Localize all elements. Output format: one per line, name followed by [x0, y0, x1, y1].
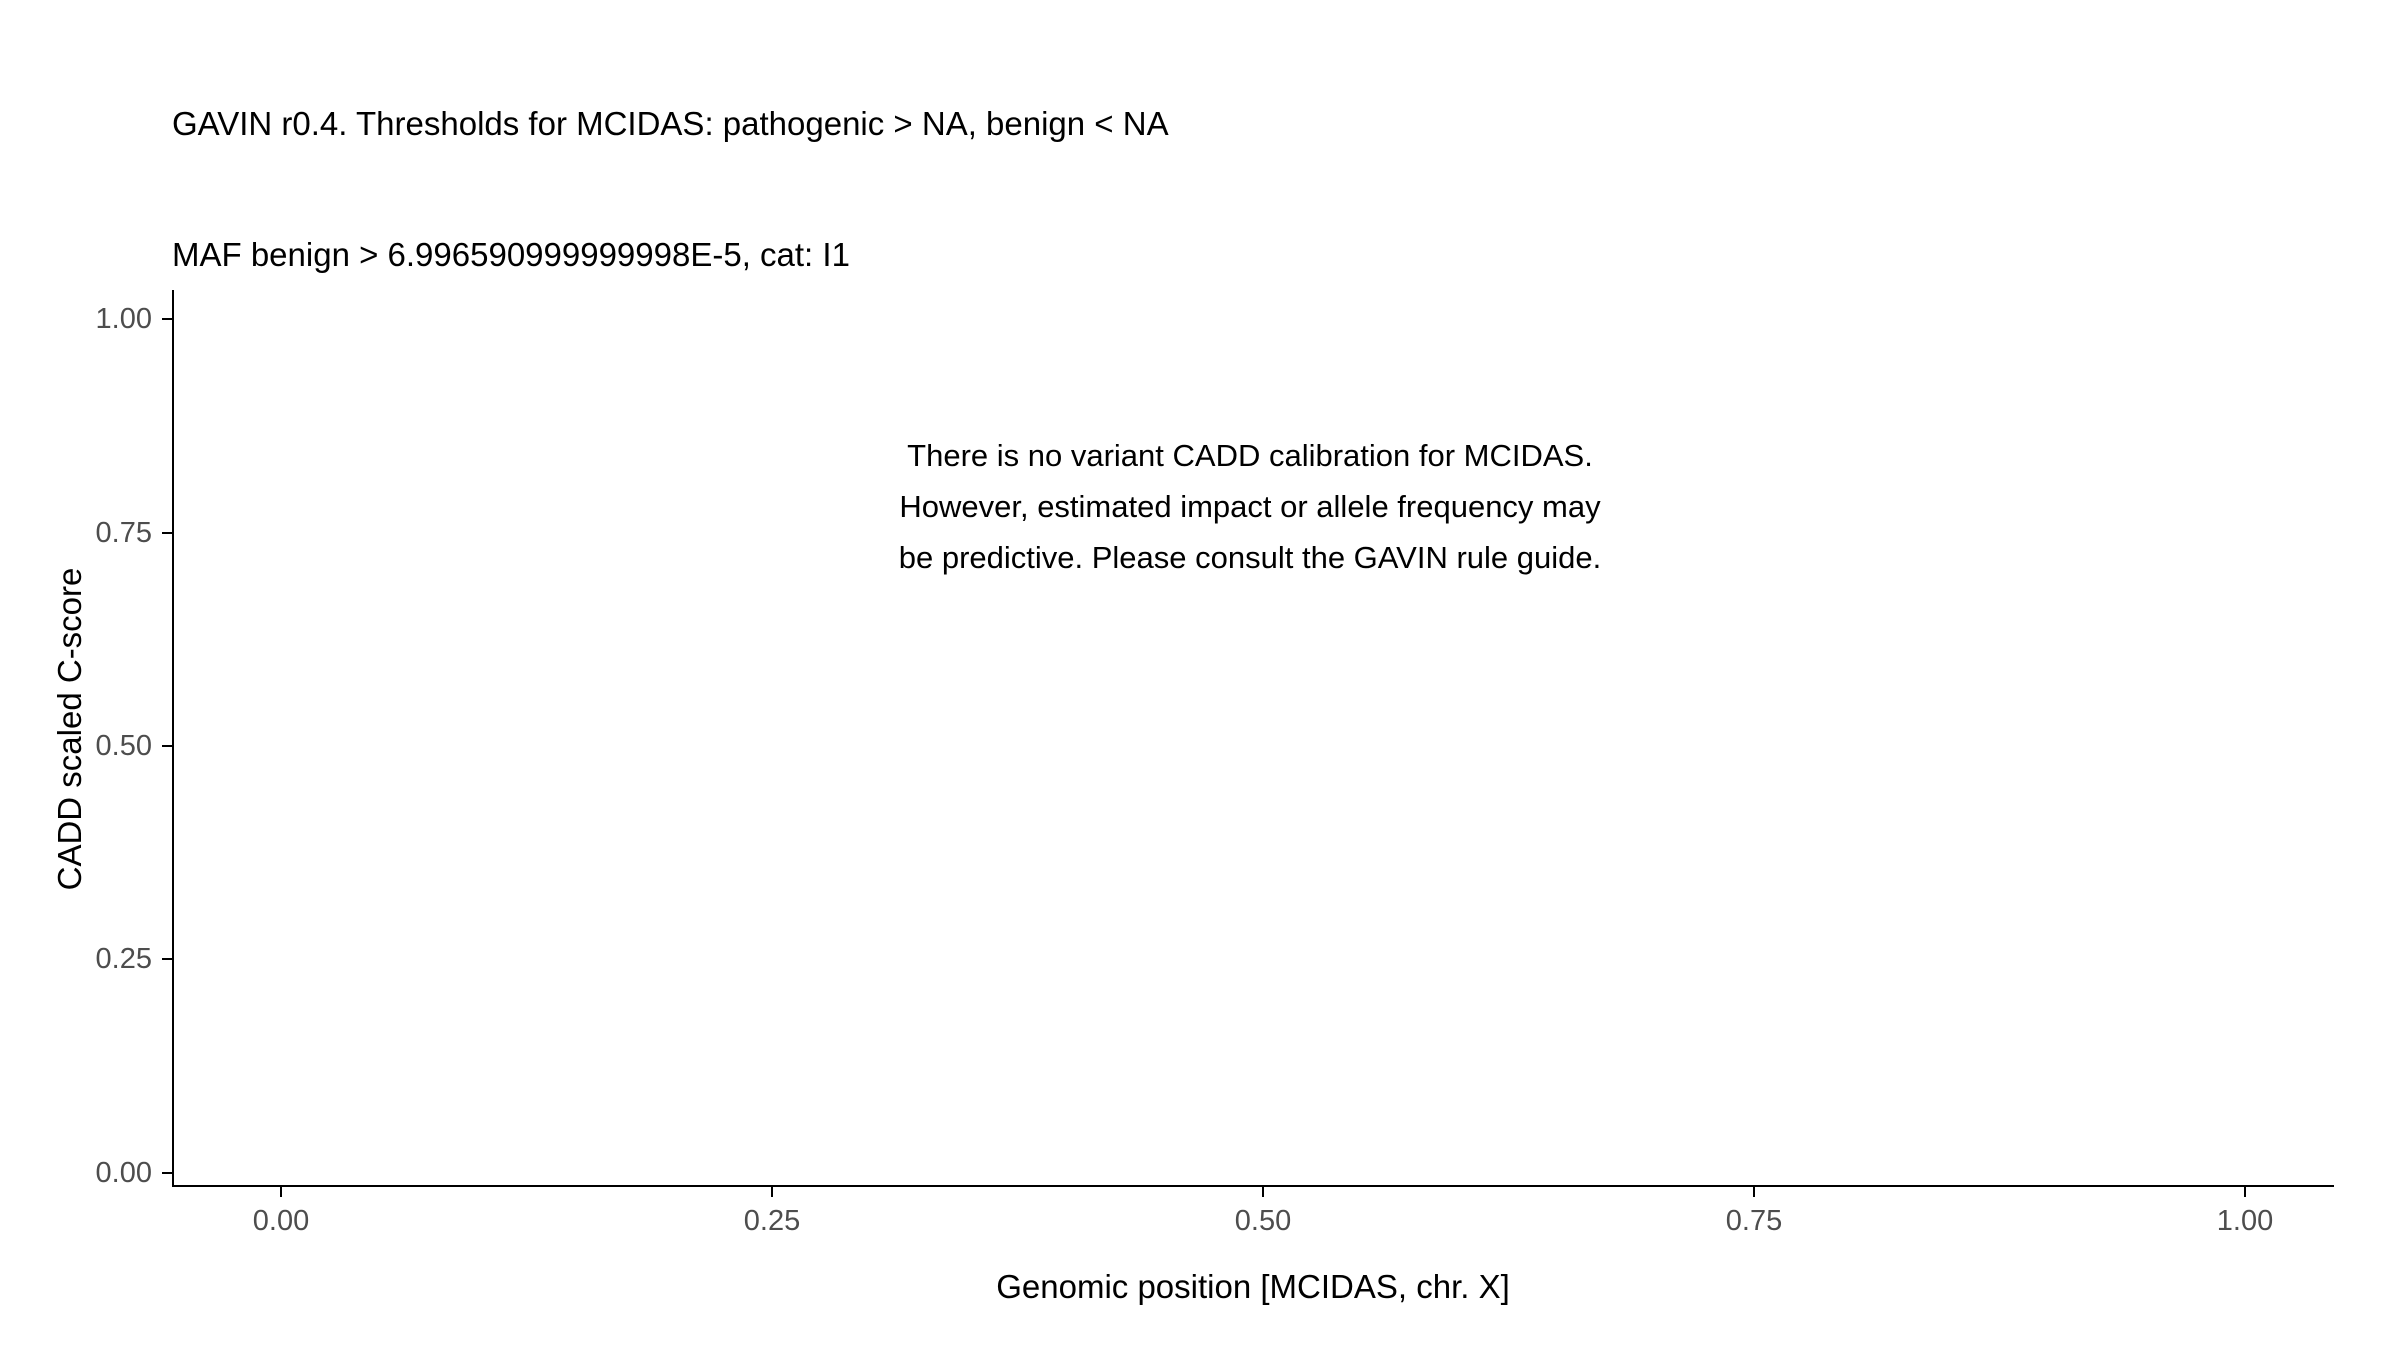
annotation-line-2: However, estimated impact or allele frequency may [899, 489, 1601, 525]
y-tick-label: 0.25 [95, 943, 152, 975]
y-tick-mark [162, 318, 172, 320]
x-tick-mark [771, 1187, 773, 1197]
y-tick-mark [162, 745, 172, 747]
x-tick-mark [2244, 1187, 2246, 1197]
y-axis-line [172, 290, 174, 1185]
y-tick-label: 0.50 [95, 730, 152, 762]
x-axis-line [172, 1185, 2334, 1187]
x-tick-mark [280, 1187, 282, 1197]
x-tick-label: 0.00 [252, 1205, 310, 1237]
plot-panel [172, 290, 2334, 1185]
y-tick-label: 1.00 [95, 303, 152, 335]
x-tick-mark [1753, 1187, 1755, 1197]
y-tick-mark [162, 958, 172, 960]
x-tick-label: 0.50 [1234, 1205, 1292, 1237]
y-tick-mark [162, 532, 172, 534]
empty-state-annotation [700, 430, 1800, 583]
x-tick-mark [1262, 1187, 1264, 1197]
chart-title-line-1: GAVIN r0.4. Thresholds for MCIDAS: pathogenic > NA, benign < NA [172, 104, 1169, 142]
x-tick-label: 0.75 [1725, 1205, 1783, 1237]
annotation-line-1: There is no variant CADD calibration for MCIDAS. [907, 438, 1593, 473]
y-tick-label: 0.75 [95, 517, 152, 549]
y-axis-title: CADD scaled C-score [51, 567, 88, 891]
annotation-line-3: be predictive. Please consult the GAVIN rule guide. [898, 540, 1602, 576]
x-tick-label: 1.00 [2216, 1205, 2274, 1237]
y-tick-mark [162, 1172, 172, 1174]
x-tick-label: 0.25 [743, 1205, 801, 1237]
x-axis-title: Genomic position [MCIDAS, chr. X] [996, 1268, 1510, 1305]
y-tick-label: 0.00 [95, 1157, 152, 1189]
chart-title-line-2: MAF benign > 6.996590999999998E-5, cat: I1 [172, 236, 850, 274]
